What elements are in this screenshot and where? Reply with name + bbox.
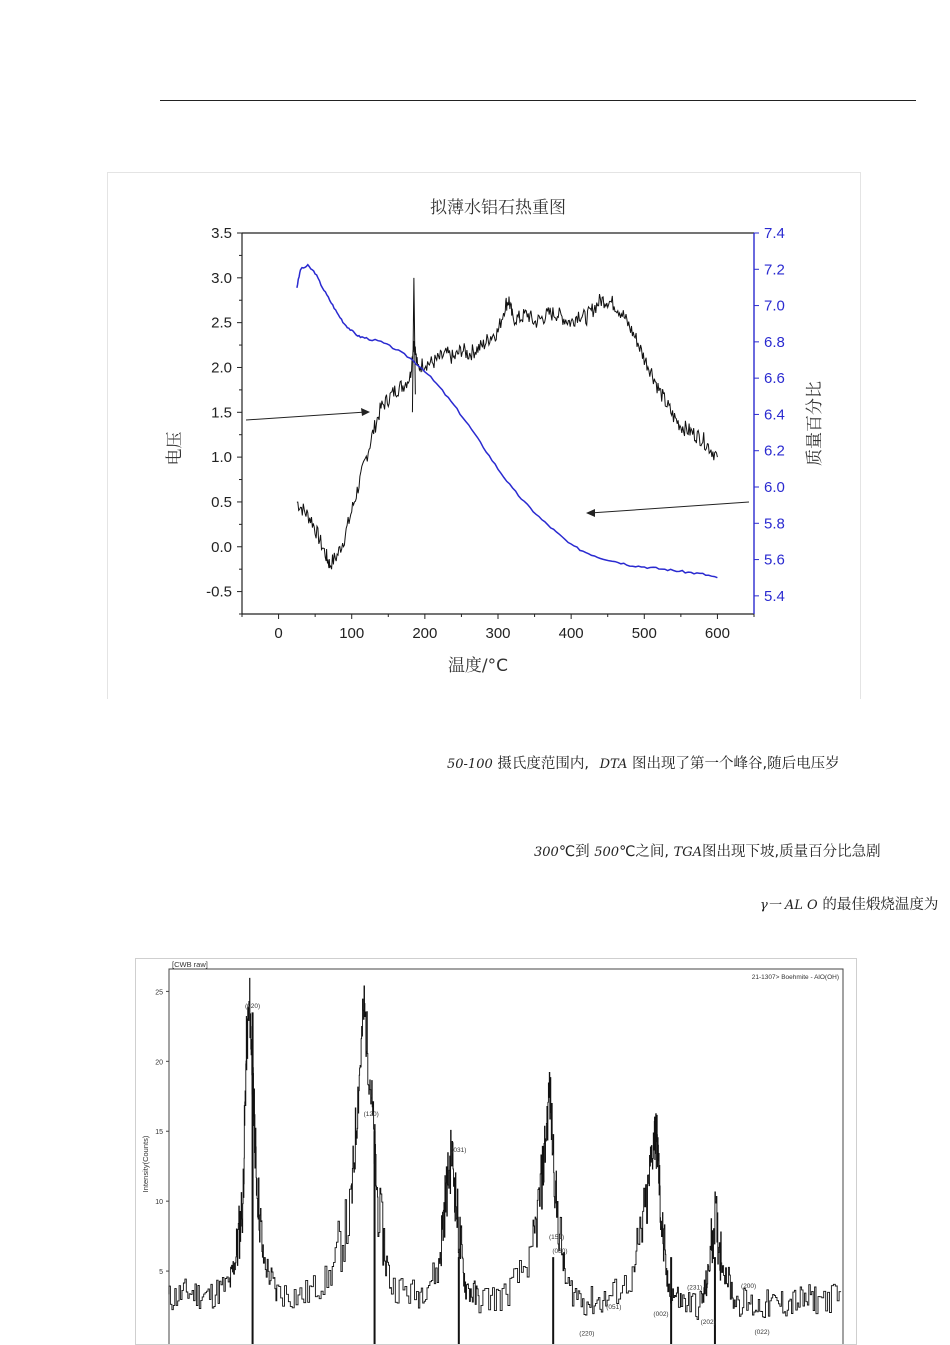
y-right-tick-label: 7.4 (764, 225, 785, 242)
tga-abbr: TGA (673, 845, 703, 860)
xrd-y-tick-label: 20 (155, 1059, 163, 1067)
y-right-tick-label: 7.0 (764, 297, 785, 315)
x-tick-label: 0 (274, 625, 283, 642)
y-right-tick-label: 6.2 (764, 442, 785, 460)
paragraph-2-rest: 图出现下坡,质量百分比急剧 (702, 844, 881, 860)
thermogravimetric-figure (107, 172, 861, 699)
y-right-tick-label: 6.0 (764, 479, 785, 496)
y-right-tick-label: 5.4 (764, 587, 785, 605)
annotation-arrowhead-right (586, 509, 595, 517)
tg-chart (108, 173, 860, 699)
xrd-y-tick-label: 10 (155, 1199, 163, 1207)
y-right-axis-label: 质量百分比 (805, 381, 825, 466)
gamma-alumina-formula: γ一 AL O (760, 898, 818, 913)
x-tick-label: 300 (485, 625, 511, 642)
xrd-chart (136, 959, 856, 1344)
xrd-peak-label: (220) (579, 1330, 595, 1338)
xrd-y-tick-label: 5 (159, 1269, 163, 1277)
xrd-title: [CWB raw] (172, 960, 208, 969)
y-tick-label: 3.5 (211, 225, 232, 242)
voltage-series-line (297, 294, 718, 569)
xrd-peak-label: (022) (754, 1329, 770, 1337)
annotation-arrow-left (246, 412, 366, 420)
y-axis-label: 电压 (165, 431, 185, 466)
xrd-peak-label: (151) (548, 1233, 565, 1241)
x-axis-label: 温度/°C (447, 656, 509, 676)
y-tick-label: 0.0 (211, 538, 232, 556)
paragraph-1-rest: 图出现了第一个峰谷,随后电压岁 (631, 756, 840, 772)
y-right-tick-label: 6.4 (764, 406, 785, 424)
y-tick-label: 2.0 (211, 359, 232, 377)
temp-300-handwritten: 300 (534, 845, 559, 860)
paragraph-1-text: 摄氏度范围内, (497, 756, 589, 772)
y-tick-label: 1.0 (211, 449, 232, 467)
y-right-tick-label: 5.8 (764, 515, 785, 533)
xrd-peak-label: (002) (653, 1310, 669, 1318)
y-tick-label: 1.5 (211, 404, 232, 422)
annotation-arrowhead-left (361, 408, 370, 416)
xrd-pattern-line (169, 978, 841, 1319)
y-right-tick-label: 6.6 (764, 370, 785, 388)
y-right-tick-label: 6.8 (764, 333, 785, 351)
y-right-tick-label: 5.6 (764, 551, 785, 569)
between-text: ℃之间, (619, 844, 669, 860)
temp-500-handwritten: 500 (594, 845, 620, 860)
xrd-peak-label: (231) (687, 1284, 703, 1292)
paragraph-3-rest: 的最佳煅烧温度为 (822, 897, 939, 913)
x-tick-label: 400 (558, 625, 584, 642)
xrd-peak-label: (120) (363, 1110, 379, 1118)
annotation-arrow-right (590, 502, 749, 513)
x-tick-label: 600 (704, 625, 730, 642)
mass-series-line (297, 265, 718, 578)
paragraph-line-1 (447, 752, 840, 773)
xrd-peak-label: (202) (700, 1319, 716, 1327)
temp-range-handwritten: 50-100 (447, 757, 493, 772)
chart-title: 拟薄水铝石热重图 (430, 198, 566, 218)
y-tick-label: 0.5 (211, 493, 232, 511)
y-tick-label: 2.5 (211, 314, 232, 332)
x-tick-label: 500 (631, 625, 657, 642)
xrd-y-axis-label: Intensity(Counts) (141, 1135, 150, 1193)
y-tick-label: 3.0 (211, 269, 232, 287)
header-rule (160, 100, 916, 101)
paragraph-line-2 (534, 840, 881, 861)
xrd-peak-label: (200) (741, 1282, 757, 1290)
xrd-peak-label: (080) (552, 1247, 568, 1255)
xrd-peak-label: (051) (606, 1303, 622, 1311)
xrd-y-tick-label: 25 (155, 989, 163, 997)
xrd-legend: 21-1307> Boehmite - AlO(OH) (751, 974, 839, 981)
x-tick-label: 200 (412, 625, 438, 642)
y-right-tick-label: 7.2 (764, 261, 785, 279)
x-tick-label: 100 (339, 625, 365, 642)
xrd-figure (135, 958, 857, 1345)
xrd-peak-label: (031) (451, 1147, 467, 1155)
xrd-y-tick-label: 15 (155, 1129, 163, 1137)
to-text: ℃到 (558, 844, 590, 860)
dta-abbr: DTA (599, 757, 628, 772)
y-tick-label: -0.5 (206, 583, 232, 601)
xrd-peak-label: (020) (244, 1003, 261, 1011)
paragraph-line-3 (760, 893, 938, 914)
